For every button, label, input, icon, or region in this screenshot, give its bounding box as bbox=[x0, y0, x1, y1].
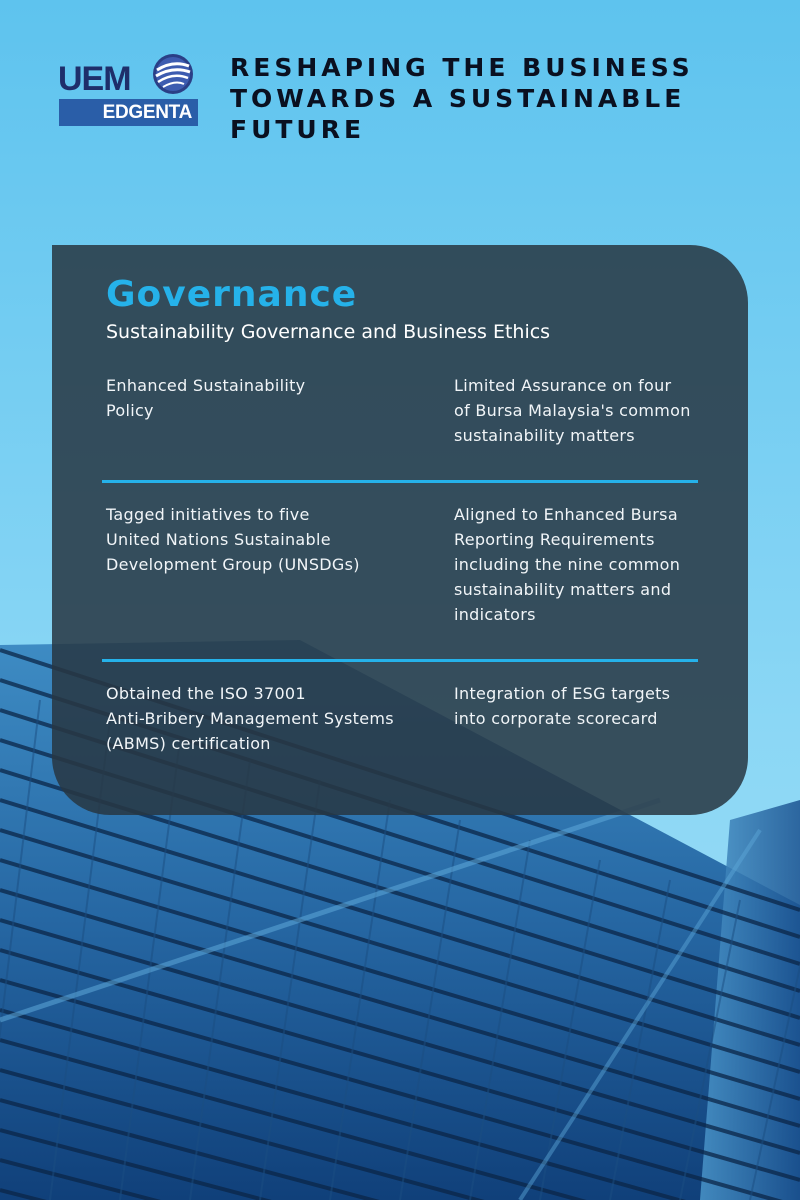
item-line: Anti-Bribery Management Systems bbox=[106, 709, 394, 728]
row-divider bbox=[102, 480, 698, 483]
header bbox=[56, 48, 776, 148]
item-line: Reporting Requirements bbox=[454, 530, 655, 549]
tagline-line: TOWARDS A SUSTAINABLE bbox=[230, 84, 686, 113]
item-line: Development Group (UNSDGs) bbox=[106, 555, 360, 574]
item-line: Obtained the ISO 37001 bbox=[106, 684, 306, 703]
item-line: Enhanced Sustainability bbox=[106, 376, 306, 395]
item-line: into corporate scorecard bbox=[454, 709, 658, 728]
governance-item bbox=[454, 373, 691, 448]
row-divider bbox=[102, 659, 698, 662]
uem-edgenta-logo bbox=[56, 48, 201, 128]
governance-item bbox=[454, 502, 680, 627]
tagline-line: FUTURE bbox=[230, 115, 366, 144]
item-line: Limited Assurance on four bbox=[454, 376, 672, 395]
item-line: Tagged initiatives to five bbox=[106, 505, 310, 524]
item-line: Aligned to Enhanced Bursa bbox=[454, 505, 678, 524]
item-line: including the nine common bbox=[454, 555, 681, 574]
item-line: Policy bbox=[106, 401, 154, 420]
globe-swoosh-icon bbox=[151, 52, 195, 96]
item-line: United Nations Sustainable bbox=[106, 530, 331, 549]
item-line: sustainability matters and bbox=[454, 580, 672, 599]
panel-title: Governance bbox=[106, 274, 358, 315]
governance-panel bbox=[52, 245, 748, 815]
item-line: Integration of ESG targets bbox=[454, 684, 671, 703]
item-line: indicators bbox=[454, 605, 536, 624]
tagline-line: RESHAPING THE BUSINESS bbox=[230, 53, 694, 82]
item-line: (ABMS) certification bbox=[106, 734, 271, 753]
page-tagline bbox=[230, 52, 770, 145]
governance-item bbox=[106, 681, 394, 756]
governance-item bbox=[106, 502, 360, 577]
logo-wordmark-edgenta: EDGENTA bbox=[59, 99, 198, 126]
logo-wordmark-uem: UEM bbox=[58, 60, 131, 98]
item-line: sustainability matters bbox=[454, 426, 635, 445]
governance-item bbox=[454, 681, 670, 731]
item-line: of Bursa Malaysia's common bbox=[454, 401, 691, 420]
governance-item bbox=[106, 373, 305, 423]
panel-subtitle: Sustainability Governance and Business Ethics bbox=[106, 321, 551, 343]
